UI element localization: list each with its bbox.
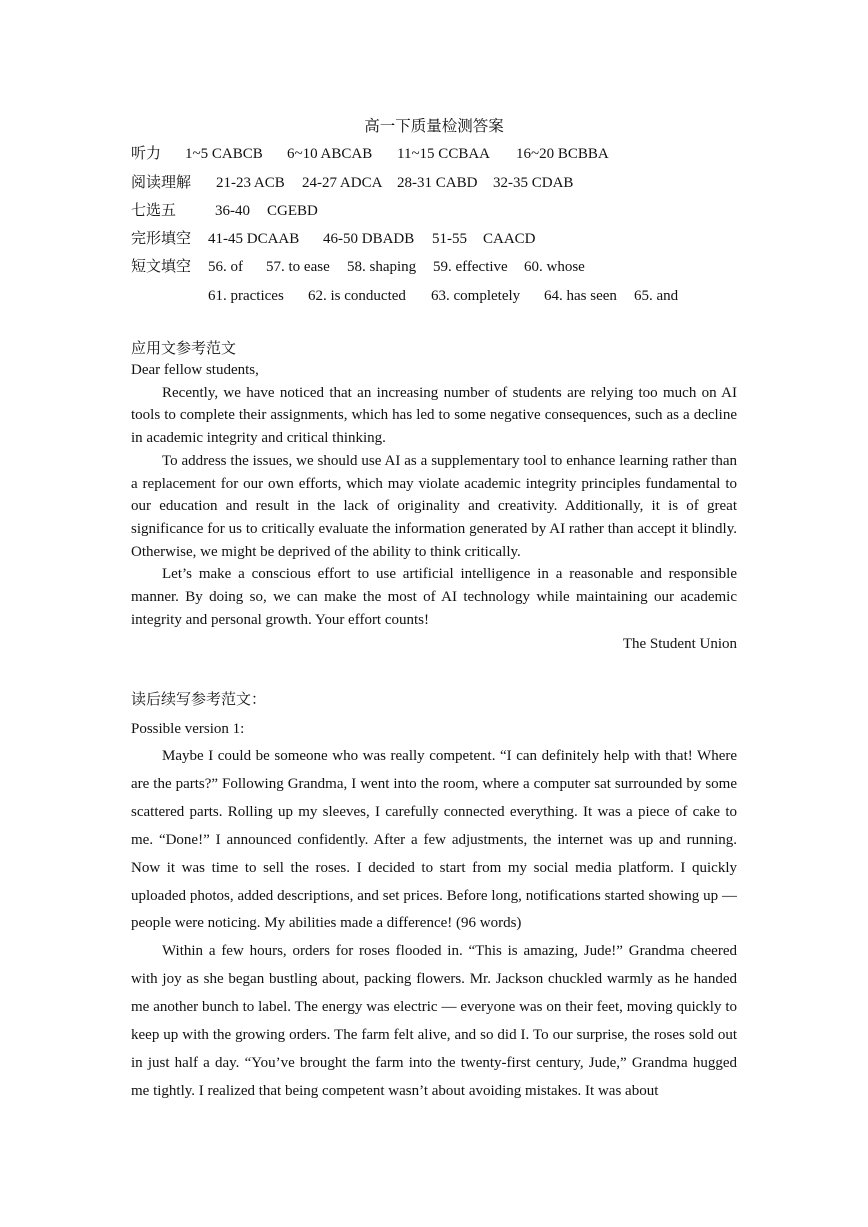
answer-label-listening: 听力 — [131, 146, 162, 162]
answer-item: 28-31 CABD — [397, 175, 478, 191]
answer-item: 36-40 — [215, 203, 250, 219]
answer-item: 11~15 CCBAA — [397, 146, 490, 162]
answer-item: 1~5 CABCB — [185, 146, 263, 162]
applied-writing-essay — [131, 359, 737, 631]
answer-item: 46-50 DBADB — [323, 231, 415, 247]
answer-item: 61. practices — [208, 288, 284, 304]
answer-item: 58. shaping — [347, 259, 417, 275]
answer-label-seven-five: 七选五 — [131, 203, 177, 219]
essay-paragraph: Maybe I could be someone who was really competent. “I can definitely help with that! Where are the parts?” Following Grandma, I went into the room, where a computer sat surrounded by some scattered parts. Rolling up my sleeves, I carefully connected everything. It was a piece of cake to me. “Done!” I announced confidently. After a few adjustments, the internet was up and running. Now it was time to sell the roses. I decided to start from my social media platform. I quickly uploaded photos, added descriptions, and set prices. Before long, notifications started showing up — people were noticing. My abilities made a difference! (96 words) — [131, 748, 737, 932]
version-label: Possible version 1: — [131, 721, 245, 737]
essay-paragraph: Let’s make a conscious effort to use artificial intelligence in a reasonable and responsible manner. By doing so, we can make the most of AI technology while maintaining our academic integrity and personal growth. Your effort counts! — [131, 566, 737, 628]
answer-item: 41-45 DCAAB — [208, 231, 300, 247]
answer-item: 21-23 ACB — [216, 175, 285, 191]
answer-label-reading: 阅读理解 — [131, 175, 192, 191]
answer-item: CAACD — [483, 231, 536, 247]
answer-item: 6~10 ABCAB — [287, 146, 373, 162]
answer-item: 63. completely — [431, 288, 521, 304]
answer-item: 51-55 — [432, 231, 467, 247]
answer-item: 56. of — [208, 259, 243, 275]
answer-item: 60. whose — [524, 259, 585, 275]
answer-item: 57. to ease — [266, 259, 330, 275]
answer-label-grammar-fill: 短文填空 — [131, 259, 192, 275]
answer-item: 32-35 CDAB — [493, 175, 574, 191]
answer-item: 16~20 BCBBA — [516, 146, 609, 162]
answer-item: 59. effective — [433, 259, 508, 275]
continuation-writing-essay — [131, 743, 737, 1103]
letter-salutation: Dear fellow students, — [131, 362, 259, 378]
continuation-writing-heading: 读后续写参考范文： — [131, 692, 267, 708]
answer-label-cloze: 完形填空 — [131, 231, 192, 247]
page-title: 高一下质量检测答案 — [364, 118, 504, 135]
answer-item: 65. and — [634, 288, 679, 304]
answer-item: 24-27 ADCA — [302, 175, 383, 191]
essay-paragraph: Recently, we have noticed that an increasing number of students are relying too much on AI tools to complete their assignments, which has led to some negative consequences, such as a decline in academic integrity and critical thinking. — [131, 384, 737, 447]
essay-paragraph: To address the issues, we should use AI as a supplementary tool to enhance learning rather than a replacement for our own efforts, which may violate academic integrity principles fundamental to our education and result in the lack of originality and creativity. Additionally, it is of great significance for us to critically evaluate the information generated by AI rather than accept it blindly. Otherwise, we might be deprived of the ability to think critically. — [131, 452, 737, 560]
answer-item: 62. is conducted — [308, 288, 406, 304]
answer-item: 64. has seen — [544, 288, 617, 304]
letter-signature: The Student Union — [622, 636, 737, 652]
applied-writing-heading: 应用文参考范文 — [131, 341, 237, 357]
answer-item: CGEBD — [267, 203, 318, 219]
essay-paragraph: Within a few hours, orders for roses flooded in. “This is amazing, Jude!” Grandma cheered with joy as she began bustling about, packing flowers. Mr. Jackson chuckled warmly as he handed me another bunch to label. The energy was electric — everyone was on their feet, moving quickly to keep up with the growing orders. The farm felt alive, and so did I. To our surprise, the roses sold out in just half a day. “You’ve brought the farm into the twenty-first century, Jude,” Grandma hugged me tightly. I realized that being competent wasn’t about avoiding mistakes. It was about — [131, 943, 737, 1099]
